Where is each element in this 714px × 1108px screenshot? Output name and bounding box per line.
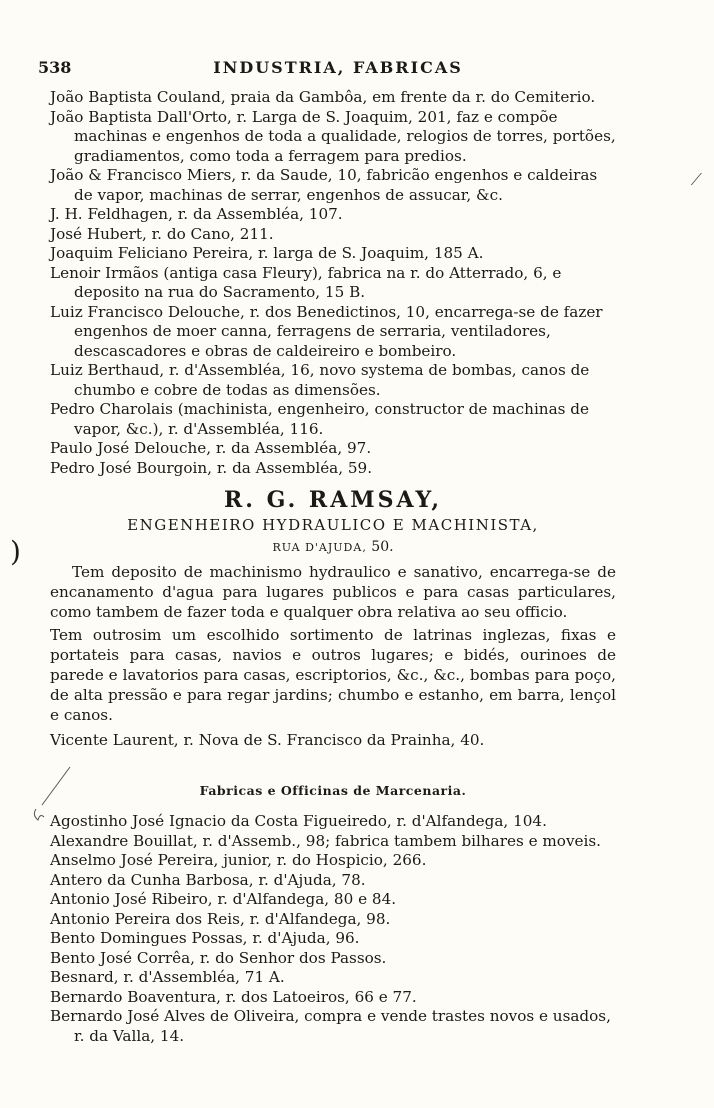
list-item: Paulo José Delouche, r. da Assembléa, 97. (50, 439, 372, 457)
list-item: João & Francisco Miers, r. da Saude, 10, fabricão engenhos e caldeiras de vapor, machinas de serrar, engenhos de assucar, &c. (50, 166, 598, 204)
list-item: Luiz Berthaud, r. d'Assembléa, 16, novo systema de bombas, canos de chumbo e cobre de todas as dimensões. (50, 361, 590, 399)
list-item: Alexandre Bouillat, r. d'Assemb., 98; fabrica tambem bilhares e moveis. (50, 831, 601, 850)
firm-advertisement (50, 486, 616, 559)
list-item: J. H. Feldhagen, r. da Assembléa, 107. (50, 205, 343, 223)
list-item: Bento José Corrêa, r. do Senhor dos Passos. (50, 948, 387, 967)
list-item: João Baptista Dall'Orto, r. Larga de S. Joaquim, 201, faz e compõe machinas e engenhos de toda a qualidade, relogios de torres, portões, gradiamentos, como toda a ferragem para predios. (50, 107, 616, 165)
list-item: Agostinho José Ignacio da Costa Figueiredo, r. d'Alfandega, 104. (50, 812, 547, 831)
list-item: João Baptista Couland, praia da Gambôa, em frente da r. do Cemiterio. (50, 88, 596, 106)
list-item: Bernardo Boaventura, r. dos Latoeiros, 66 e 77. (50, 987, 417, 1006)
running-title: INDUSTRIA, FABRICAS (213, 58, 463, 77)
list-item: Lenoir Irmãos (antiga casa Fleury), fabrica na r. do Atterrado, 6, e deposito na rua do Sacramento, 15 B. (50, 263, 562, 301)
firm-description: Tem deposito de machinismo hydraulico e sanativo, encarrega-se de encanamento d'agua para lugares publicos e para casas particulares, como tambem de fazer toda e qualquer obra relativa ao seu officio. (50, 563, 616, 621)
list-item: Antonio Pereira dos Reis, r. d'Alfandega, 98. (50, 909, 391, 928)
margin-bracket-mark: ) (10, 535, 21, 568)
list-item: Bento Domingues Possas, r. d'Ajuda, 96. (50, 929, 360, 948)
list-item: Besnard, r. d'Assembléa, 71 A. (50, 968, 285, 987)
directory-listing (50, 88, 616, 1046)
list-item: Bernardo José Alves de Oliveira, compra e vende trastes novos e usados, r. da Valla, 14. (50, 1007, 611, 1045)
page-header (38, 58, 650, 82)
list-item: Anselmo José Pereira, junior, r. do Hospicio, 266. (50, 851, 427, 870)
list-item: Antero da Cunha Barbosa, r. d'Ajuda, 78. (50, 870, 366, 889)
firm-description-continued: Tem outrosim um escolhido sortimento de latrinas inglezas, fixas e portateis para casas, navios e outros lugares; e bidés, ourinoes de parede e lavatorios para casas, escriptorios, &c., &c., bombas para poço, de alta pressão e para regar jardins; chumbo e estanho, em barra, lençol e canos. (50, 626, 616, 724)
list-item: Joaquim Feliciano Pereira, r. larga de S. Joaquim, 185 A. (50, 244, 484, 262)
list-item: Vicente Laurent, r. Nova de S. Francisco da Prainha, 40. (50, 731, 485, 750)
section-heading: Fabricas e Officinas de Marcenaria. (199, 782, 467, 798)
list-item: Pedro José Bourgoin, r. da Assembléa, 59. (50, 458, 373, 477)
firm-address-number: 50. (371, 539, 394, 555)
firm-address (50, 536, 616, 559)
list-item: Luiz Francisco Delouche, r. dos Benedictinos, 10, encarrega-se de fazer engenhos de moer canna, ferragens de serraria, ventiladores, descascadores e obras de caldeireiro e bombeiro. (50, 302, 603, 360)
page-number: 538 (38, 58, 72, 77)
firm-name: R. G. RAMSAY, (223, 487, 443, 513)
list-item: Pedro Charolais (machinista, engenheiro, constructor de machinas de vapor, &c.), r. d'Assembléa, 116. (50, 400, 589, 438)
list-item: Antonio José Ribeiro, r. d'Alfandega, 80 e 84. (50, 890, 397, 909)
firm-title: ENGENHEIRO HYDRAULICO E MACHINISTA, (127, 516, 539, 534)
list-item: José Hubert, r. do Cano, 211. (50, 224, 274, 243)
margin-pencil-mark: ⟋ (690, 170, 702, 189)
firm-address-street: RUA D'AJUDA, (272, 541, 367, 554)
